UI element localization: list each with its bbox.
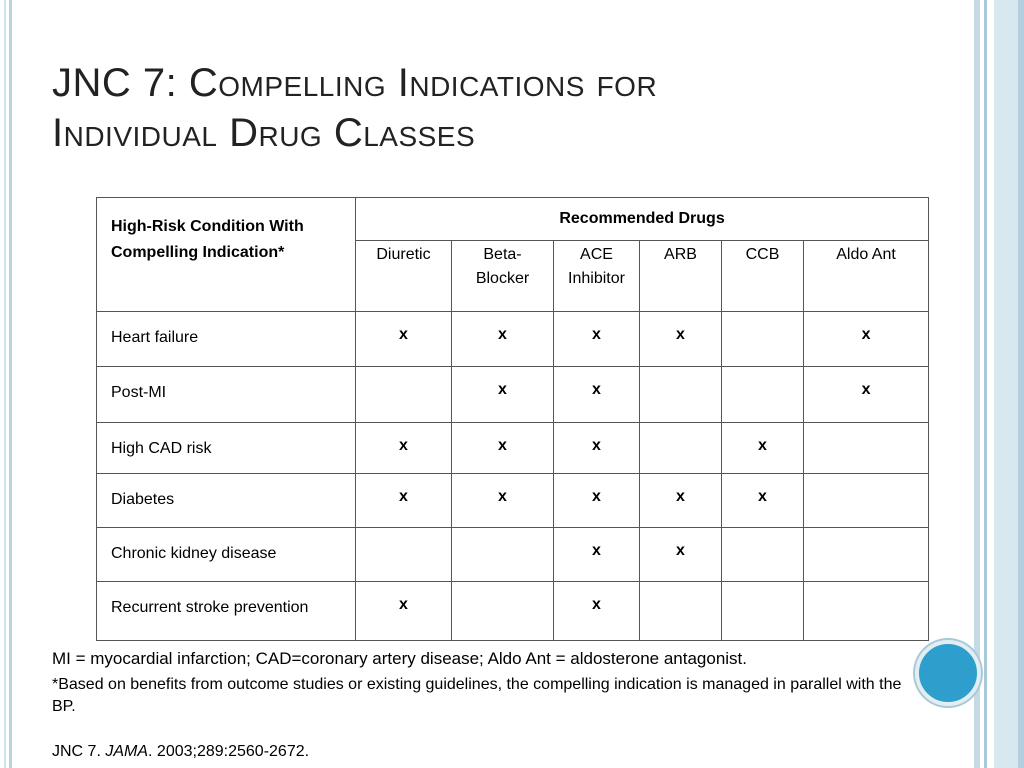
indication-mark-cell: x <box>554 367 640 423</box>
slide-frame-left <box>0 0 12 768</box>
title-line-2: Individual Drug Classes <box>52 111 476 155</box>
condition-cell: Diabetes <box>97 474 356 528</box>
drug-header-aldo-ant <box>804 241 929 312</box>
indication-mark-cell: x <box>640 474 722 528</box>
slide-title <box>52 58 852 158</box>
table-row <box>97 582 929 641</box>
recommended-drugs-header: Recommended Drugs <box>356 198 929 241</box>
drug-header-line: ARB <box>664 246 697 263</box>
condition-cell: Recurrent stroke prevention <box>97 582 356 641</box>
indication-mark-cell: x <box>452 474 554 528</box>
drug-header-line: Diuretic <box>376 246 431 263</box>
abbreviations-note: MI = myocardial infarction; CAD=coronary artery disease; Aldo Ant = aldosterone antagonist. <box>52 649 748 668</box>
citation-journal: JAMA <box>105 743 149 760</box>
indication-mark-cell <box>722 528 804 582</box>
notes <box>52 648 912 718</box>
indication-mark-cell <box>804 474 929 528</box>
citation <box>52 743 309 761</box>
indication-mark-cell: x <box>640 312 722 367</box>
condition-cell: Post-MI <box>97 367 356 423</box>
indication-mark-cell: x <box>554 582 640 641</box>
indication-mark-cell <box>640 423 722 474</box>
compelling-indications-table <box>96 197 929 641</box>
table-row <box>97 367 929 423</box>
drug-header-diuretic <box>356 241 452 312</box>
indication-mark-cell: x <box>804 367 929 423</box>
table-row <box>97 528 929 582</box>
indication-mark-cell: x <box>356 312 452 367</box>
table-row <box>97 423 929 474</box>
drug-header-ccb <box>722 241 804 312</box>
drug-header-line: CCB <box>745 246 780 263</box>
citation-rest: . 2003;289:2560-2672. <box>148 743 310 760</box>
indication-mark-cell <box>640 367 722 423</box>
drug-header-ace-inhibitor <box>554 241 640 312</box>
table-row <box>97 312 929 367</box>
indication-mark-cell <box>804 582 929 641</box>
indication-mark-cell: x <box>722 423 804 474</box>
decorative-circle <box>915 640 981 706</box>
indication-mark-cell: x <box>452 312 554 367</box>
indication-mark-cell: x <box>554 474 640 528</box>
indication-mark-cell <box>356 367 452 423</box>
indication-mark-cell <box>722 582 804 641</box>
condition-cell: Chronic kidney disease <box>97 528 356 582</box>
drug-header-line: Aldo Ant <box>836 246 896 263</box>
indication-mark-cell <box>356 528 452 582</box>
indication-mark-cell: x <box>356 582 452 641</box>
indication-mark-cell: x <box>804 312 929 367</box>
drug-header-line: Inhibitor <box>568 270 625 287</box>
slide-frame-right <box>974 0 1024 768</box>
table-row <box>97 474 929 528</box>
drug-header-beta-blocker <box>452 241 554 312</box>
indication-mark-cell <box>452 528 554 582</box>
citation-prefix: JNC 7. <box>52 743 101 760</box>
indication-mark-cell: x <box>640 528 722 582</box>
footnote: *Based on benefits from outcome studies or existing guidelines, the compelling indication is managed in parallel with the BP. <box>52 676 902 715</box>
drug-header-arb <box>640 241 722 312</box>
drug-header-line: Blocker <box>475 270 530 287</box>
condition-cell: High CAD risk <box>97 423 356 474</box>
indication-mark-cell: x <box>452 367 554 423</box>
title-line-1: JNC 7: Compelling Indications for <box>52 61 658 105</box>
drug-header-line: Beta- <box>483 246 522 263</box>
indication-mark-cell <box>452 582 554 641</box>
indication-mark-cell: x <box>356 474 452 528</box>
indication-mark-cell: x <box>452 423 554 474</box>
indication-mark-cell <box>722 367 804 423</box>
indication-mark-cell: x <box>722 474 804 528</box>
condition-header: High-Risk Condition With Compelling Indication* <box>97 198 356 312</box>
indication-mark-cell <box>722 312 804 367</box>
indication-mark-cell: x <box>554 312 640 367</box>
indication-mark-cell <box>804 528 929 582</box>
indication-mark-cell <box>640 582 722 641</box>
indication-mark-cell <box>804 423 929 474</box>
indication-mark-cell: x <box>356 423 452 474</box>
condition-cell: Heart failure <box>97 312 356 367</box>
indication-mark-cell: x <box>554 528 640 582</box>
drug-header-line: ACE <box>580 246 613 263</box>
indication-mark-cell: x <box>554 423 640 474</box>
